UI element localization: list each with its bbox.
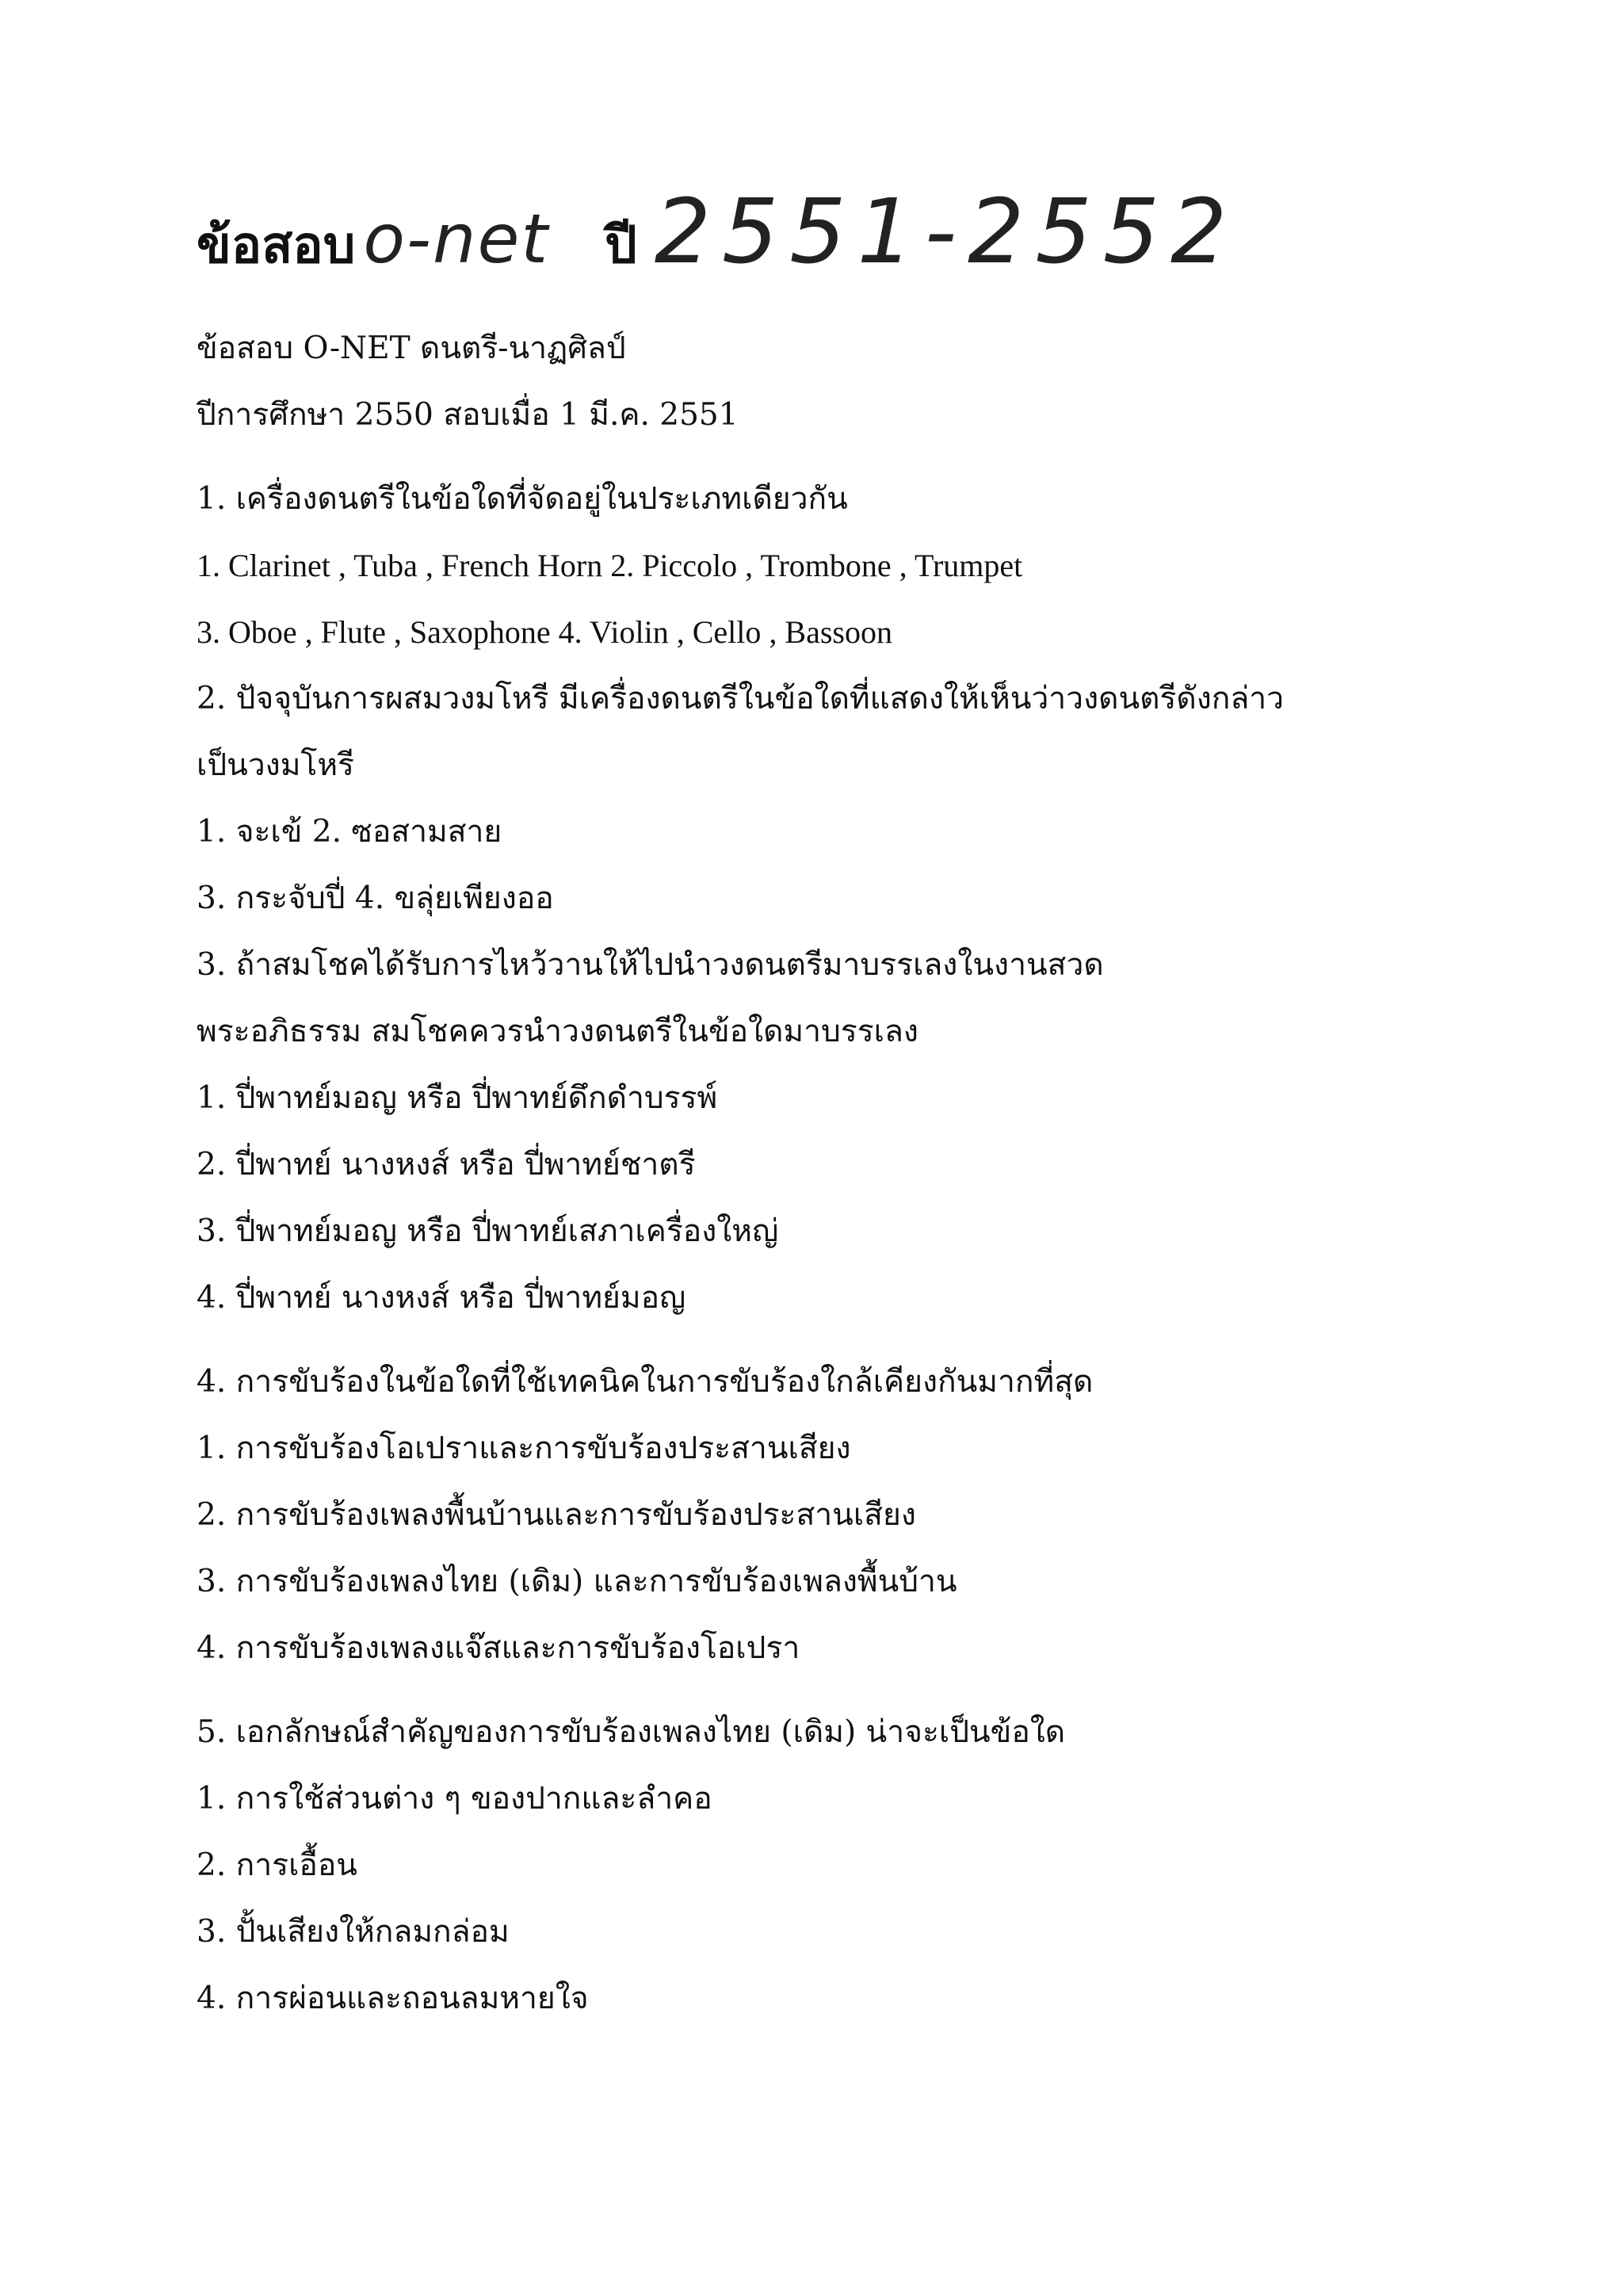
title-script-word: o-net: [363, 200, 550, 279]
answer-choice: 1. จะเข้ 2. ซอสามสาย: [197, 814, 502, 850]
page-title: [197, 181, 1238, 292]
answer-choice: 3. ปี่พาทย์มอญ หรือ ปี่พาทย์เสภาเครื่องใหญ่: [197, 1213, 779, 1249]
question-text: 3. ถ้าสมโชคได้รับการไหว้วานให้ไปนำวงดนตรีมาบรรเลงในงานสวด: [197, 947, 1104, 983]
question-3: [197, 932, 1480, 1331]
answer-choice: 4. ปี่พาทย์ นางหงส์ หรือ ปี่พาทย์มอญ: [197, 1280, 686, 1316]
answer-choice: 1. ปี่พาทย์มอญ หรือ ปี่พาทย์ดึกดำบรรพ์: [197, 1080, 718, 1116]
answer-choice: 4. การขับร้องเพลงแจ๊สและการขับร้องโอเปรา: [197, 1630, 800, 1666]
answer-choice: 1. Clarinet , Tuba , French Horn 2. Piccolo , Trombone , Trumpet: [197, 548, 1023, 583]
question-text: 4. การขับร้องในข้อใดที่ใช้เทคนิคในการขับร้องใกล้เคียงกันมากที่สุด: [197, 1364, 1094, 1400]
header-line-subject: ข้อสอบ O-NET ดนตรี-นาฏศิลป์: [197, 330, 626, 366]
answer-choice: 2. การเอื้อน: [197, 1847, 357, 1883]
question-1: [197, 466, 1480, 666]
title-prefix: ข้อสอบ: [197, 216, 356, 275]
question-text: 5. เอกลักษณ์สำคัญของการขับร้องเพลงไทย (เดิม) น่าจะเป็นข้อใด: [197, 1714, 1066, 1750]
question-4: [197, 1349, 1480, 1682]
question-text-continued: พระอภิธรรม สมโชคควรนำวงดนตรีในข้อใดมาบรรเลง: [197, 1014, 918, 1049]
title-year-range: 2551-2552: [654, 181, 1239, 284]
answer-choice: 1. การขับร้องโอเปราและการขับร้องประสานเสียง: [197, 1431, 851, 1466]
answer-choice: 2. ปี่พาทย์ นางหงส์ หรือ ปี่พาทย์ชาตรี: [197, 1147, 696, 1182]
question-2: [197, 666, 1480, 932]
answer-choice: 2. การขับร้องเพลงพื้นบ้านและการขับร้องประสานเสียง: [197, 1497, 916, 1533]
question-5: [197, 1699, 1480, 2032]
answer-choice: 1. การใช้ส่วนต่าง ๆ ของปากและลำคอ: [197, 1781, 712, 1817]
answer-choice: 3. การขับร้องเพลงไทย (เดิม) และการขับร้องเพลงพื้นบ้าน: [197, 1564, 957, 1599]
title-year-label: ปี: [605, 216, 637, 275]
question-text-continued: เป็นวงมโหรี: [197, 747, 354, 783]
answer-choice: 3. Oboe , Flute , Saxophone 4. Violin , Cello , Bassoon: [197, 614, 892, 650]
question-text: 1. เครื่องดนตรีในข้อใดที่จัดอยู่ในประเภทเดียวกัน: [197, 481, 848, 517]
document-body: [197, 315, 1480, 2032]
answer-choice: 3. กระจับปี่ 4. ขลุ่ยเพียงออ: [197, 881, 554, 916]
answer-choice: 4. การผ่อนและถอนลมหายใจ: [197, 1981, 589, 2016]
header-line-exam-date: ปีการศึกษา 2550 สอบเมื่อ 1 มี.ค. 2551: [197, 397, 739, 433]
answer-choice: 3. ปั้นเสียงให้กลมกล่อม: [197, 1914, 510, 1950]
question-text: 2. ปัจจุบันการผสมวงมโหรี มีเครื่องดนตรีในข้อใดที่แสดงให้เห็นว่าวงดนตรีดังกล่าว: [197, 681, 1285, 716]
